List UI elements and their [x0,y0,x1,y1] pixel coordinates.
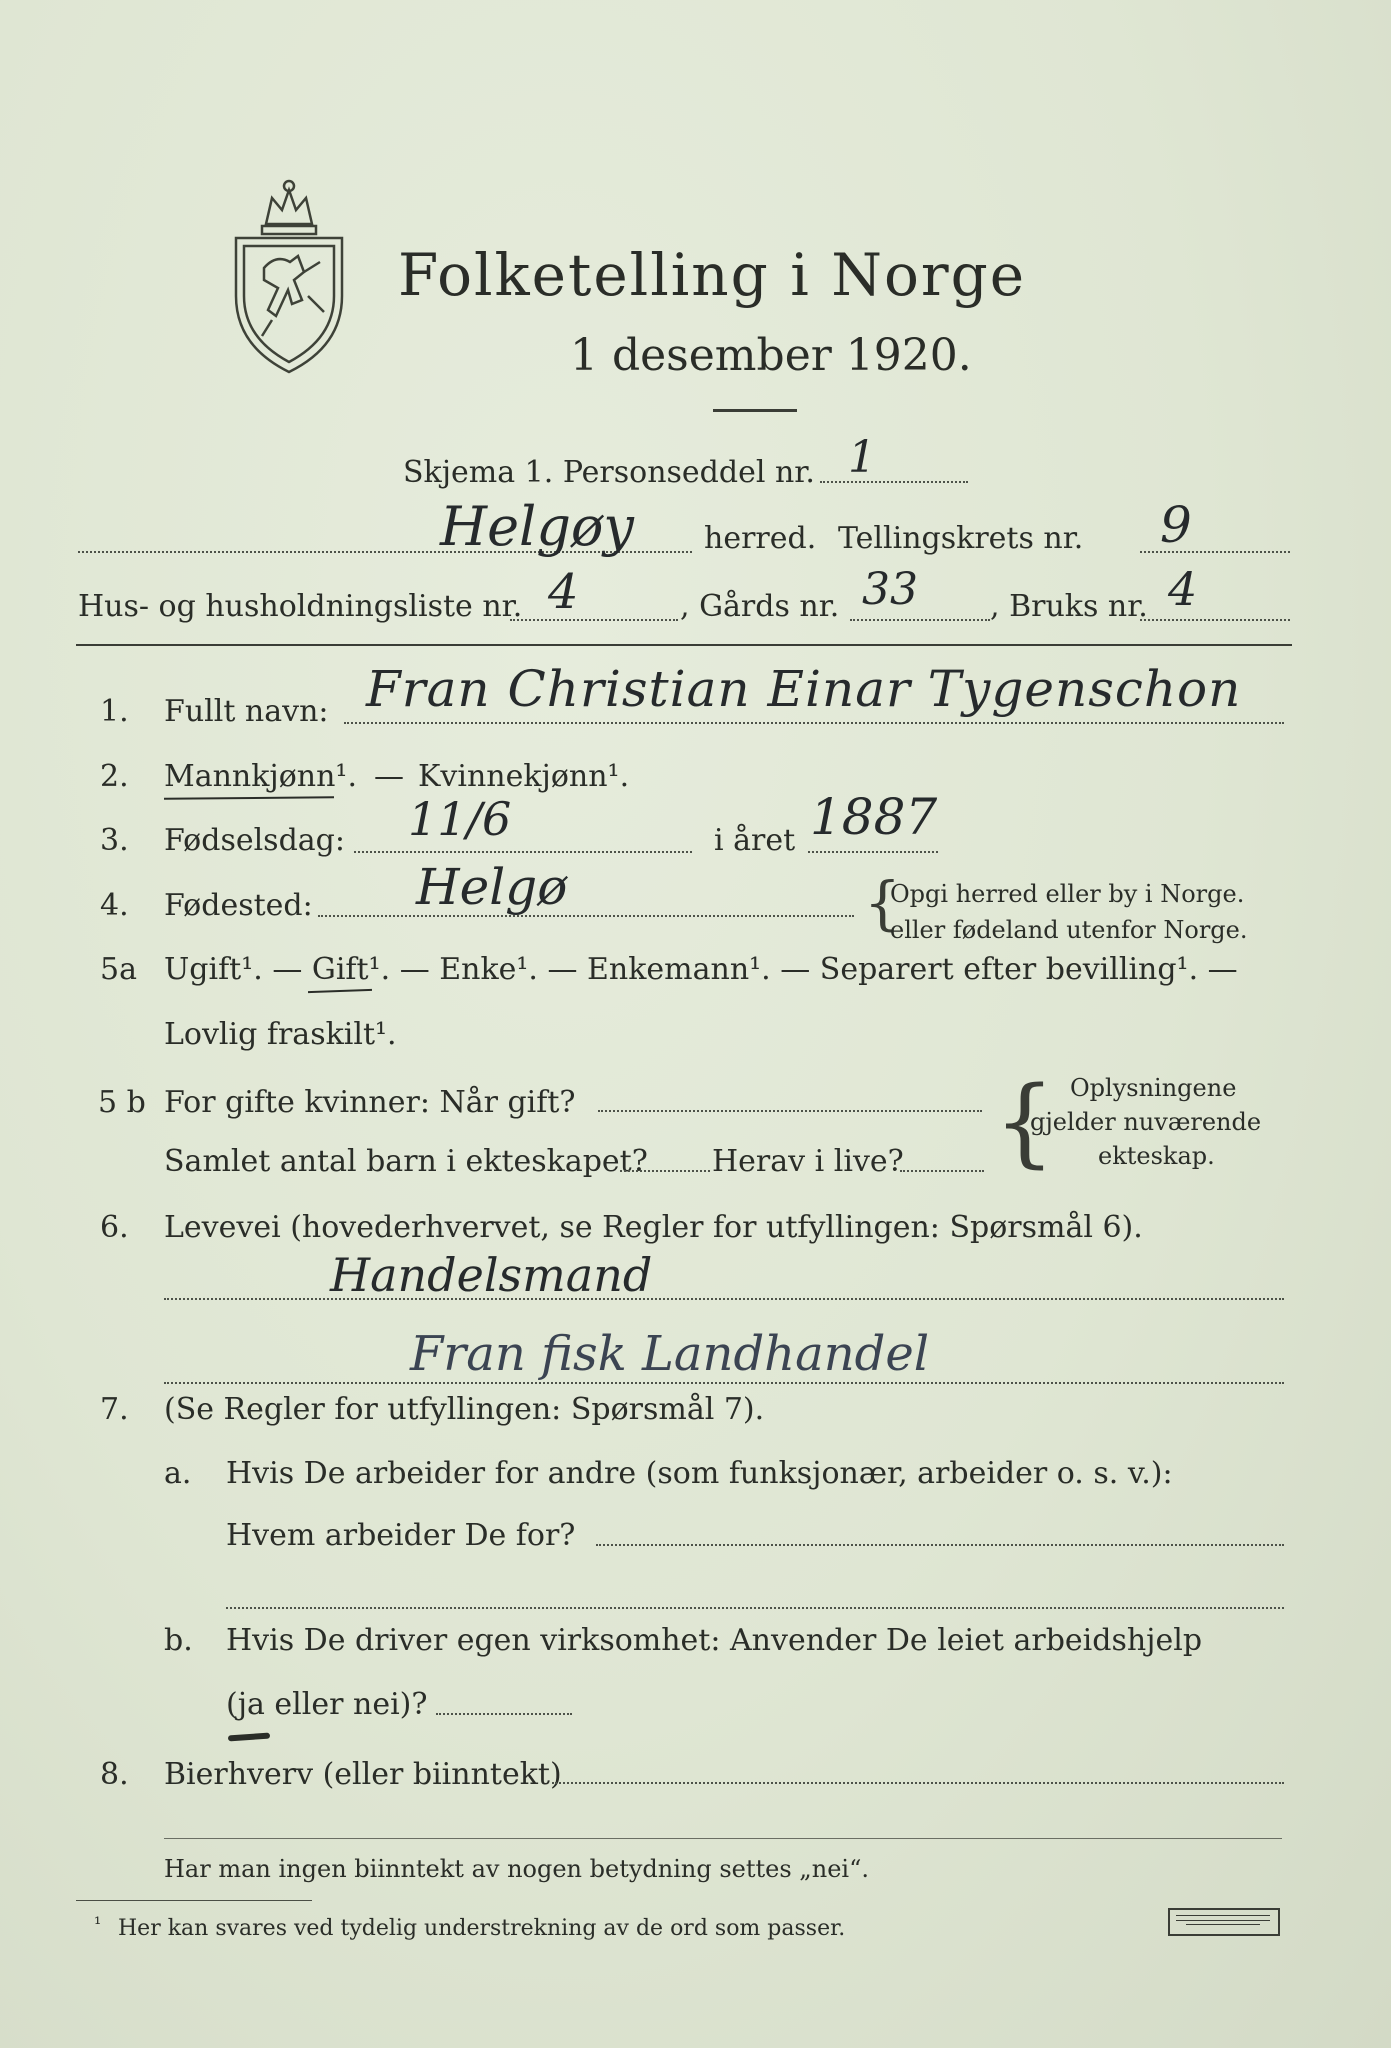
q1-label: Fullt navn: [164,694,329,729]
household-label: Hus- og husholdningsliste nr. [78,589,523,624]
household-value: 4 [548,564,579,620]
coat-of-arms-icon [228,176,350,376]
q7b-letter: b. [164,1623,193,1658]
q7-label: (Se Regler for utfyllingen: Spørsmål 7). [164,1392,765,1427]
bruks-value: 4 [1168,562,1198,616]
tellingskrets-label: Tellingskrets nr. [838,521,1084,556]
bottom-divider [164,1838,1282,1839]
q8-number: 8. [100,1757,129,1792]
printer-stamp-icon [1168,1908,1280,1936]
occupation-label: Levevei (hovederhvervet, se Regler for utfyllingen: Spørsmål 6). [164,1210,1143,1245]
marriage-note-2: gjelder nuværende [1030,1108,1262,1136]
birthplace-value: Helgø [416,858,568,916]
schema-label: Skjema 1. Personseddel nr. [403,455,815,490]
herred-label: herred. [704,521,817,556]
q5b-number: 5 b [98,1085,146,1120]
married-women-label: For gifte kvinner: Når gift? [164,1085,576,1120]
children-label: Samlet antal barn i ekteskapet? [164,1144,648,1179]
q7-number: 7. [100,1392,129,1427]
marriage-note-1: Oplysningene [1070,1074,1237,1102]
schema-number-value: 1 [848,432,876,483]
q4-label: Fødested: [164,888,313,923]
gards-field[interactable] [850,619,990,621]
herred-value: Helgøy [440,495,634,558]
male-underline [164,796,334,799]
q6-number: 6. [100,1210,129,1245]
alive-field[interactable] [900,1170,984,1172]
children-field[interactable] [620,1170,710,1172]
marital-status-options[interactable]: Ugift¹. — Gift¹. — Enke¹. — Enkemann¹. — Separert efter bevilling¹. — [164,952,1238,987]
alive-label: Herav i live? [712,1144,904,1179]
occupation-field-1[interactable] [164,1298,1284,1300]
birthplace-brace: { [864,869,901,937]
title-divider [713,409,797,412]
q4-number: 4. [100,888,129,923]
marriage-brace: { [994,1066,1056,1178]
side-income-label: Bierhverv (eller biinntekt) [164,1757,562,1792]
page-title: Folketelling i Norge [398,241,1027,309]
census-date: 1 desember 1920. [570,330,972,381]
gender-separator: — [374,759,404,794]
male-option[interactable]: Mannkjønn¹. [164,759,357,794]
q3-label: Fødselsdag: [164,823,345,858]
schema-number-field[interactable] [820,481,968,483]
q7a-letter: a. [164,1456,192,1491]
tellingskrets-value: 9 [1160,496,1192,554]
occupation-value-2: Fran fisk Landhandel [410,1326,930,1382]
birthday-value: 11/6 [408,792,512,846]
footnote-divider [76,1900,312,1901]
birthplace-field[interactable] [318,915,854,917]
q7b-question: Hvis De driver egen virksomhet: Anvender De leiet arbeidshjelp [226,1623,1203,1658]
birthplace-note-1: Opgi herred eller by i Norge. [890,880,1245,908]
birthplace-note-2: eller fødeland utenfor Norge. [890,916,1248,944]
side-income-field[interactable] [552,1782,1284,1784]
birthday-field[interactable] [354,851,692,853]
footnote-text: Her kan svares ved tydelig understrekning av de ord som passer. [118,1916,846,1941]
q5a-number: 5a [100,952,137,987]
occupation-value-1: Handelsmand [330,1248,653,1302]
footnote-mark: ¹ [94,1914,102,1935]
year-value: 1887 [810,788,938,846]
divorced-option[interactable]: Lovlig fraskilt¹. [164,1017,397,1052]
married-when-field[interactable] [598,1110,982,1112]
header-rule [76,644,1292,646]
ink-mark [228,1733,270,1742]
bruks-label: , Bruks nr. [990,589,1148,624]
employer-field-2[interactable] [226,1607,1284,1609]
full-name-field[interactable] [344,722,1284,724]
year-field[interactable] [808,851,938,853]
gards-label: , Gårds nr. [680,589,840,624]
household-field[interactable] [510,619,678,621]
no-income-note: Har man ingen biinntekt av nogen betydning settes „nei“. [164,1855,869,1883]
year-label: i året [714,823,796,858]
female-option[interactable]: Kvinnekjønn¹. [418,759,630,794]
marriage-note-3: ekteskap. [1098,1142,1215,1170]
full-name-value: Fran Christian Einar Tygenschon [366,660,1242,718]
q1-number: 1. [100,694,129,729]
bruks-field[interactable] [1140,619,1290,621]
q2-number: 2. [100,759,129,794]
married-underline [308,989,372,993]
employer-label: Hvem arbeider De for? [226,1518,576,1553]
hired-help-label: (ja eller nei)? [226,1687,428,1722]
gards-value: 33 [862,564,918,615]
q7a-question: Hvis De arbeider for andre (som funksjonær, arbeider o. s. v.): [226,1456,1173,1491]
hired-help-field[interactable] [436,1713,572,1715]
employer-field[interactable] [596,1544,1284,1546]
q3-number: 3. [100,823,129,858]
occupation-field-2[interactable] [164,1382,1284,1384]
